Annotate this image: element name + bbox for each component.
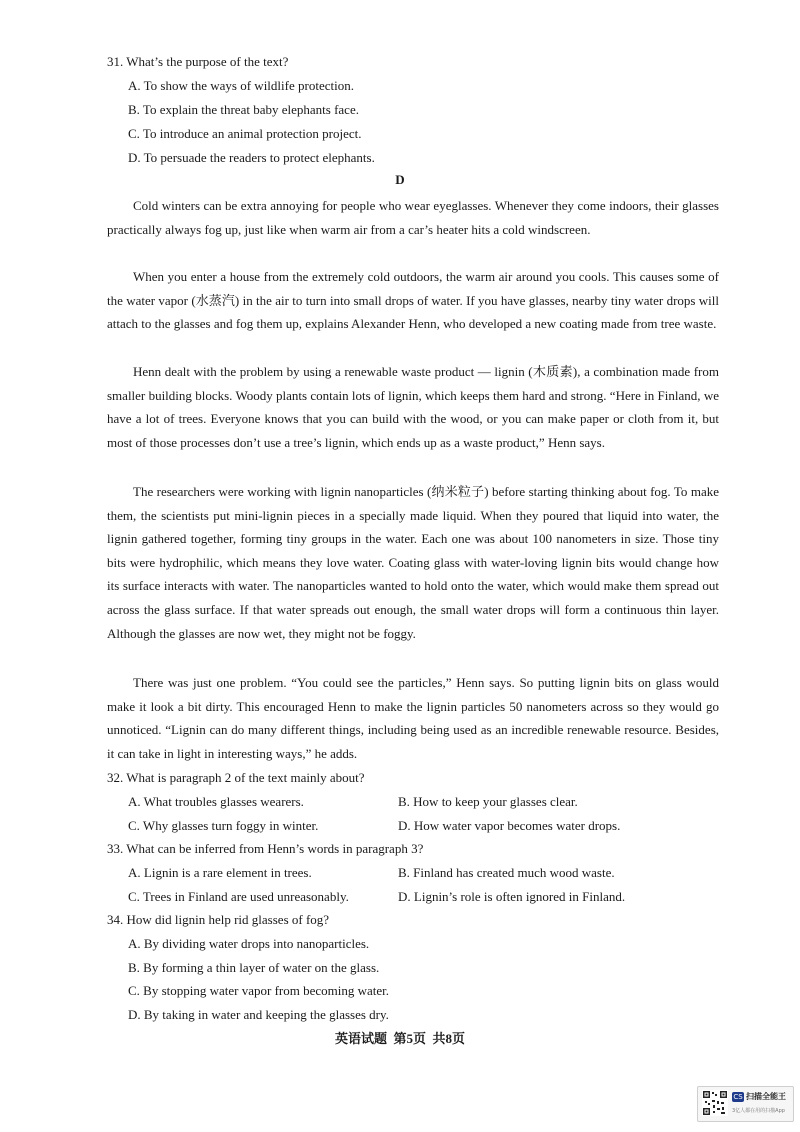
q33-option-b: B. Finland has created much wood waste. — [398, 865, 615, 880]
scanner-watermark — [697, 1086, 794, 1122]
q34-stem: 34. How did lignin help rid glasses of fog? — [107, 912, 330, 927]
q31-option-a: A. To show the ways of wildlife protection. — [128, 78, 354, 93]
q31-option-d: D. To persuade the readers to protect elephants. — [128, 150, 375, 165]
q33-stem: 33. What can be inferred from Henn’s words in paragraph 3? — [107, 841, 424, 856]
passage-paragraph-1: Cold winters can be extra annoying for people who wear eyeglasses. Whenever they come indoors, their glasses practically always fog up, just like when warm air from a car’s heater hits a cold windscreen. — [107, 198, 719, 237]
q34-option-c: C. By stopping water vapor from becoming water. — [128, 983, 390, 998]
q32-option-a: A. What troubles glasses wearers. — [128, 794, 304, 809]
q31-option-c: C. To introduce an animal protection project. — [128, 126, 362, 141]
stamp-subtitle: 3亿人都在用的扫描App — [732, 1108, 785, 1114]
q32-option-d: D. How water vapor becomes water drops. — [398, 818, 621, 833]
q33-option-d: D. Lignin’s role is often ignored in Finland. — [398, 889, 626, 904]
q32-option-b: B. How to keep your glasses clear. — [398, 794, 578, 809]
q34-option-a: A. By dividing water drops into nanoparticles. — [128, 936, 370, 951]
q31-option-b: B. To explain the threat baby elephants face. — [128, 102, 359, 117]
camscanner-logo-icon: CS — [733, 1093, 743, 1101]
q32-option-c: C. Why glasses turn foggy in winter. — [128, 818, 319, 833]
passage-paragraph-2: When you enter a house from the extremely cold outdoors, the warm air around you cools. This causes some of the water vapor (水蒸汽) in the air to turn into small drops of water. If you have glasses, nearby tiny water drops will attach to the glasses and fog them up, explains Alexander Henn, who developed a new coating made from tree waste. — [107, 269, 719, 332]
q31-stem: 31. What’s the purpose of the text? — [107, 54, 289, 69]
passage-paragraph-3: Henn dealt with the problem by using a renewable waste product — lignin (木质素), a combination made from smaller building blocks. Woody plants contain lots of lignin, which keeps them hard and strong. “Here in Finland, we have a lot of trees. Everyone knows that you can build with the wood, or you can make paper or cloth from it, but most of those processes don’t use a tree’s lignin, which ends up as a waste product,” Henn says. — [107, 364, 719, 450]
passage-paragraph-5: There was just one problem. “You could see the particles,” Henn says. So putting lignin bits on glass would make it look a bit dirty. This encouraged Henn to make the lignin particles 50 nanometers across so they would go unnoticed. “Lignin can do many different things, including being used as an incredible renewable resource. Besides, it can take in light in interesting ways,” he adds. — [107, 675, 719, 761]
q33-option-c: C. Trees in Finland are used unreasonably. — [128, 889, 349, 904]
qr-code-icon — [702, 1090, 728, 1116]
q34-option-b: B. By forming a thin layer of water on the glass. — [128, 960, 380, 975]
q34-option-d: D. By taking in water and keeping the glasses dry. — [128, 1007, 389, 1022]
q32-stem: 32. What is paragraph 2 of the text mainly about? — [107, 770, 365, 785]
passage-paragraph-4: The researchers were working with lignin nanoparticles (纳米粒子) before starting thinking about fog. To make them, the scientists put mini-lignin pieces in a specially made liquid. When they poured that liquid into water, the lignin gathered together, forming tiny groups in the water. Each one was about 100 nanometers in size. Those tiny bits were hydrophilic, which means they love water. Coating glass with water-loving lignin bits would change how its surface interacts with water. The nanoparticles wanted to hold onto the water, which would make them spread out across the glass surface. If that water spreads out enough, the small water drops will form a continuous thin layer. Although the glasses are now wet, they might not be foggy. — [107, 484, 719, 641]
stamp-title: 扫描全能王 — [746, 1092, 786, 1101]
page-footer: 英语试题 第5页 共8页 — [334, 1031, 465, 1046]
passage-letter: D — [395, 172, 405, 187]
q33-option-a: A. Lignin is a rare element in trees. — [128, 865, 312, 880]
